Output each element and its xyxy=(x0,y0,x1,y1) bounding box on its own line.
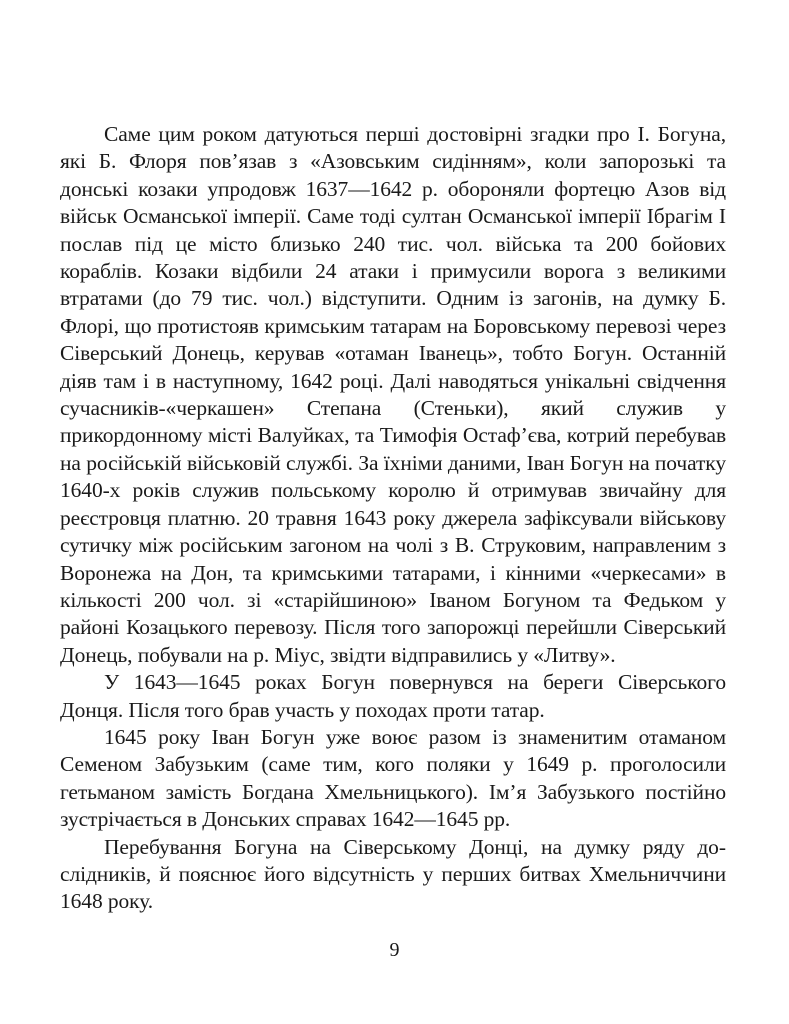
page-number: 9 xyxy=(389,939,400,961)
paragraph-zabuzky: 1645 року Іван Богун уже воює разом із знаменитим отаманом Семеном Забузьким (саме тим, кого поляки у 1649 р. проголосили гетьманом замість Богдана Хмельницького). Ім’я Забузького постійно зустрічається в Донських справах 1642—1645 рр. xyxy=(60,724,726,832)
book-page-body xyxy=(60,121,726,916)
paragraph-absence-1648: Перебування Богуна на Сіверському Донці, на думку ряду дослідників, й пояснює його відсутність у перших битвах Хмельниччини 1648 року. xyxy=(60,834,726,914)
paragraph-azov-siege: Саме цим роком датуються перші достовірні згадки про І. Богуна, які Б. Флоря пов’язав з «Азовським сидінням», коли запорозькі та донські козаки упродовж 1637—1642 р. обороняли фортецю Азов від військ Османської імперії. Саме тоді султан Османської імперії Ібрагім I послав під це місто близько 240 тис. чол. війська та 200 бойових кораблів. Козаки відбили 24 атаки і примусили ворога з великими втратами (до 79 тис. чол.) відступити. Одним із загонів, на думку Б. Флорі, що протистояв кримським татарам на Боровському перевозі через Сіверський Донець, керував «отаман Іванець», тобто Богун. Останній діяв там і в наступному, 1642 році. Далі наводяться унікальні свідчення сучасників-«черкашен» Степана (Стеньки), який служив у прикордонному місті Валуйках, та Тимофія Остаф’єва, котрий перебував на російській військовій службі. За їхніми даними, Іван Богун на початку 1640-х років служив польському королю й отримував звичайну для реєстровця платню. 20 травня 1643 року джерела зафіксували військову сутичку між російським загоном на чолі з В. Струковим, направленим з Воронежа на Дон, та кримськими татарами, і кінними «черкесами» в кількості 200 чол. зі «старійшиною» Іваном Богуном та Федьком у районі Козацького перевозу. Після того запорожці перейшли Сіверський Донець, побували на р. Міус, звідти відправились у «Литву». xyxy=(60,122,726,667)
paragraph-return-to-donets: У 1643—1645 роках Богун повернувся на береги Сіверського Донця. Після того брав участь у походах проти татар. xyxy=(60,670,726,722)
